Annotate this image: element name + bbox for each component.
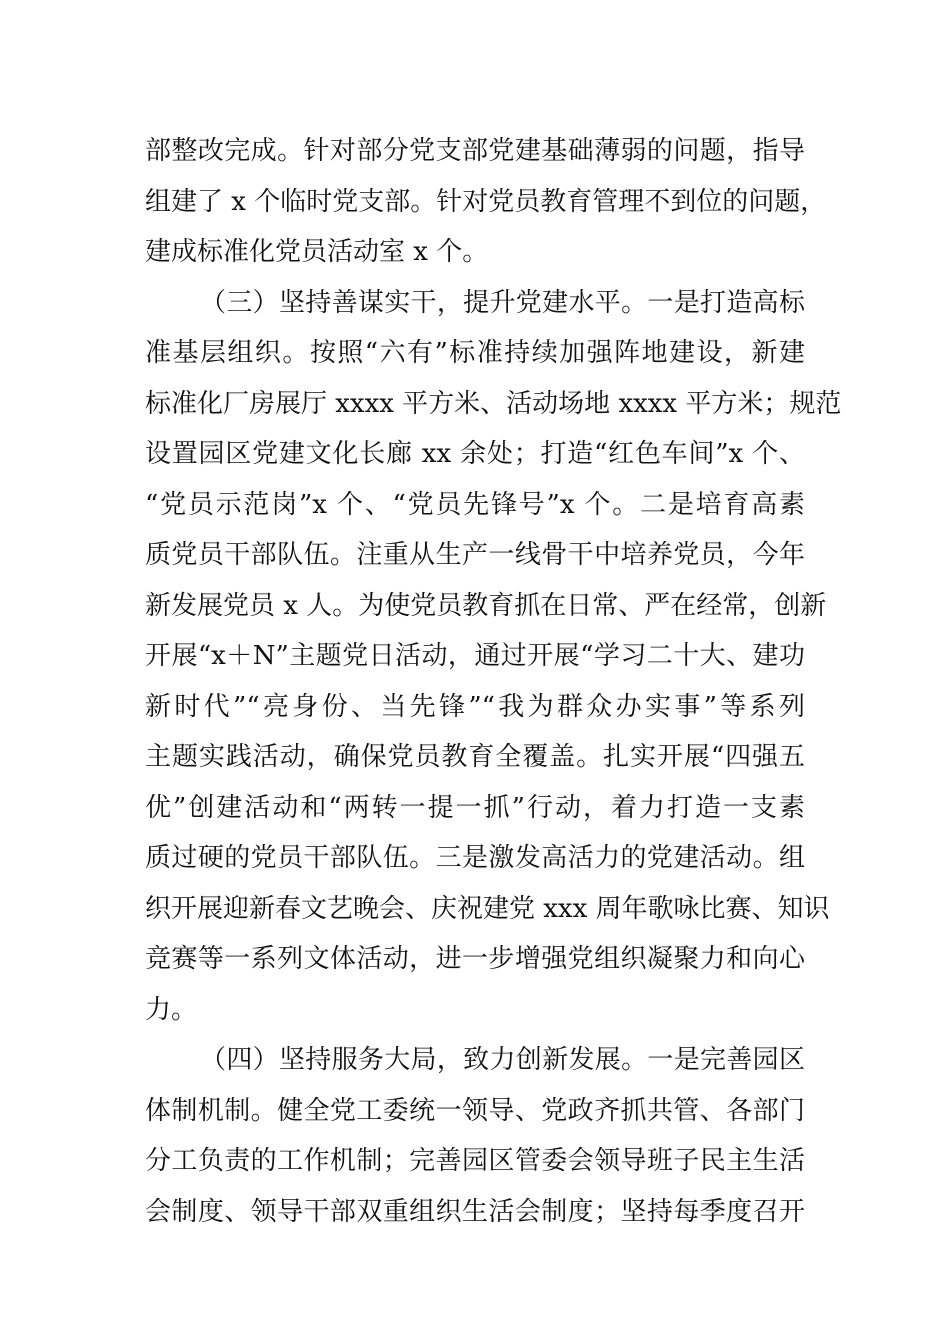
text-line: 部整改完成。针对部分党支部党建基础薄弱的问题，指导 bbox=[145, 136, 805, 166]
paragraph-heading-line: （四）坚持服务大局，致力创新发展。一是完善园区 bbox=[200, 1045, 805, 1075]
text-line: 织开展迎新春文艺晚会、庆祝建党 xxx 周年歌咏比赛、知识 bbox=[145, 893, 830, 924]
text-line: “党员示范岗”x 个、“党员先锋号”x 个。二是培育高素 bbox=[145, 489, 805, 520]
text-line: 会制度、领导干部双重组织生活会制度；坚持每季度召开 bbox=[145, 1196, 805, 1227]
text-line: 质党员干部队伍。注重从生产一线骨干中培养党员，今年 bbox=[145, 540, 805, 570]
text-line: 体制机制。健全党工委统一领导、党政齐抓共管、各部门 bbox=[145, 1095, 805, 1126]
text-line: 准基层组织。按照“六有”标准持续加强阵地建设，新建 bbox=[145, 338, 805, 368]
text-line: 优”创建活动和“两转一提一抓”行动，着力打造一支素 bbox=[145, 792, 805, 823]
text-line: 力。 bbox=[145, 994, 198, 1025]
text-line: 开展“x＋N”主题党日活动，通过开展“学习二十大、建功 bbox=[145, 641, 805, 671]
paragraph-heading-line: （三）坚持善谋实干，提升党建水平。一是打造高标 bbox=[200, 287, 805, 318]
text-line: 主题实践活动，确保党员教育全覆盖。扎实开展“四强五 bbox=[145, 742, 805, 772]
text-line: 分工负责的工作机制；完善园区管委会领导班子民主生活 bbox=[145, 1146, 805, 1176]
text-line: 标准化厂房展厅 xxxx 平方米、活动场地 xxxx 平方米；规范 bbox=[145, 388, 842, 419]
text-line: 竞赛等一系列文体活动，进一步增强党组织凝聚力和向心 bbox=[145, 944, 805, 974]
text-line: 新发展党员 x 人。为使党员教育抓在日常、严在经常，创新 bbox=[145, 590, 827, 621]
text-line: 设置园区党建文化长廊 xx 余处；打造“红色车间”x 个、 bbox=[145, 439, 805, 469]
text-line: 质过硬的党员干部队伍。三是激发高活力的党建活动。组 bbox=[145, 843, 805, 873]
text-line: 新时代”“亮身份、当先锋”“我为群众办实事”等系列 bbox=[145, 691, 805, 722]
body-text bbox=[145, 126, 842, 1237]
text-line: 组建了 x 个临时党支部。针对党员教育管理不到位的问题， bbox=[145, 186, 827, 217]
text-line: 建成标准化党员活动室 x 个。 bbox=[145, 237, 489, 267]
